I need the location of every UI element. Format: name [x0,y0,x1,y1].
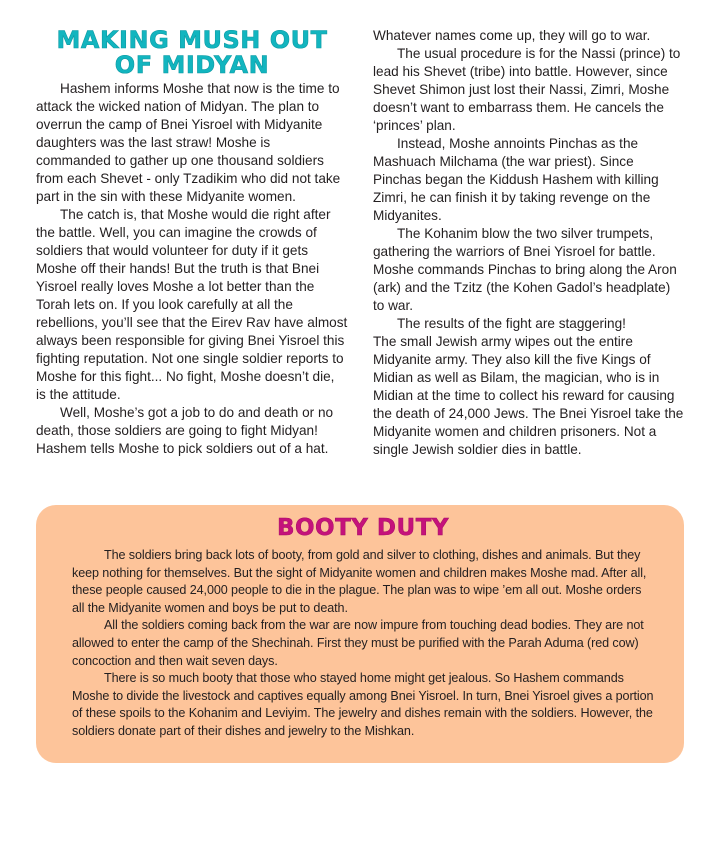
article-right-column [373,27,685,459]
article-paragraph: The catch is, that Moshe would die right after the battle. Well, you can imagine the crowds of soldiers that would volunteer for duty if it gets Moshe off their hands! But the truth is that Bnei Yisroel really loves Moshe a lot better than the Torah lets on. If you look carefully at all the rebellions, you’ll see that the Eirev Rav have almost always been responsible for giving Bnei Yisroel this fighting reputation. Not one single soldier reports to Moshe for this fight... No fight, Moshe doesn’t die, is the attitude. [36,207,348,402]
article-paragraph: Well, Moshe’s got a job to do and death or no death, those soldiers are going to fight Midyan! Hashem tells Moshe to pick soldiers out of a hat. [36,405,334,456]
booty-duty-sidebar [36,505,684,763]
sidebar-title: BOOTY DUTY [276,515,450,541]
sidebar-paragraph: All the soldiers coming back from the war are now impure from touching dead bodies. They are not allowed to enter the camp of the Shechinah. First they must be purified with the Parah Aduma (red cow) concoction and then wait seven days. [72,618,644,668]
article-paragraph: Hashem informs Moshe that now is the time to attack the wicked nation of Midyan. The plan to overrun the camp of Bnei Yisroel with Midyanite daughters was the last straw! Moshe is commanded to gather up one thousand soldiers from each Shevet - only Tzadikim who did not take part in the sin with these Midyanite women. [36,81,341,204]
article-paragraph: The Kohanim blow the two silver trumpets, gathering the warriors of Bnei Yisroel for battle. Moshe commands Pinchas to bring along the Aron (ark) and the Tzitz (the Kohen Gadol’s headplate) to war. [373,226,677,313]
sidebar-paragraph: There is so much booty that those who stayed home might get jealous. So Hashem commands Moshe to divide the livestock and captives equally among Bnei Yisroel. In turn, Bnei Yisroel gives a portion of these spoils to the Kohanim and Leviyim. The jewelry and dishes remain with the soldiers. However, the soldiers donate part of their dishes and jewelry to the Mishkan. [72,671,654,738]
article-paragraph: The results of the fight are staggering! [397,316,626,331]
sidebar-paragraph: The soldiers bring back lots of booty, from gold and silver to clothing, dishes and animals. But they keep nothing for themselves. But the sight of Midyanite women and children makes Moshe mad. After all, these people caused 24,000 people to die in the plague. The plan was to wipe ’em all out. Moshe orders all the Midyanite women and boys be put to death. [72,548,647,615]
article-title-line-1: MAKING MUSH OUT [56,26,328,54]
article-paragraph: Whatever names come up, they will go to war. [373,28,651,43]
article-paragraph: The small Jewish army wipes out the entire Midyanite army. They also kill the five Kings of Midian as well as Bilam, the magician, who is in Midian at the time to collect his reward for causing the death of 24,000 Jews. The Bnei Yisroel take the Midyanite women and children prisoners. Not a single Jewish soldier dies in battle. [373,334,684,457]
article-left-column [36,20,348,458]
article-paragraph: Instead, Moshe annoints Pinchas as the Mashuach Milchama (the war priest). Since Pinchas began the Kiddush Hashem with killing Zimri, he can finish it by taking revenge on the Midyanites. [373,136,659,223]
article-title [36,28,348,78]
article-title-line-2: OF MIDYAN [114,51,270,79]
article-paragraph: The usual procedure is for the Nassi (prince) to lead his Shevet (tribe) into battle. However, since Shevet Shimon just lost their Nassi, Zimri, Moshe doesn’t want to embarrass them. He cancels the ‘princes’ plan. [373,46,681,133]
